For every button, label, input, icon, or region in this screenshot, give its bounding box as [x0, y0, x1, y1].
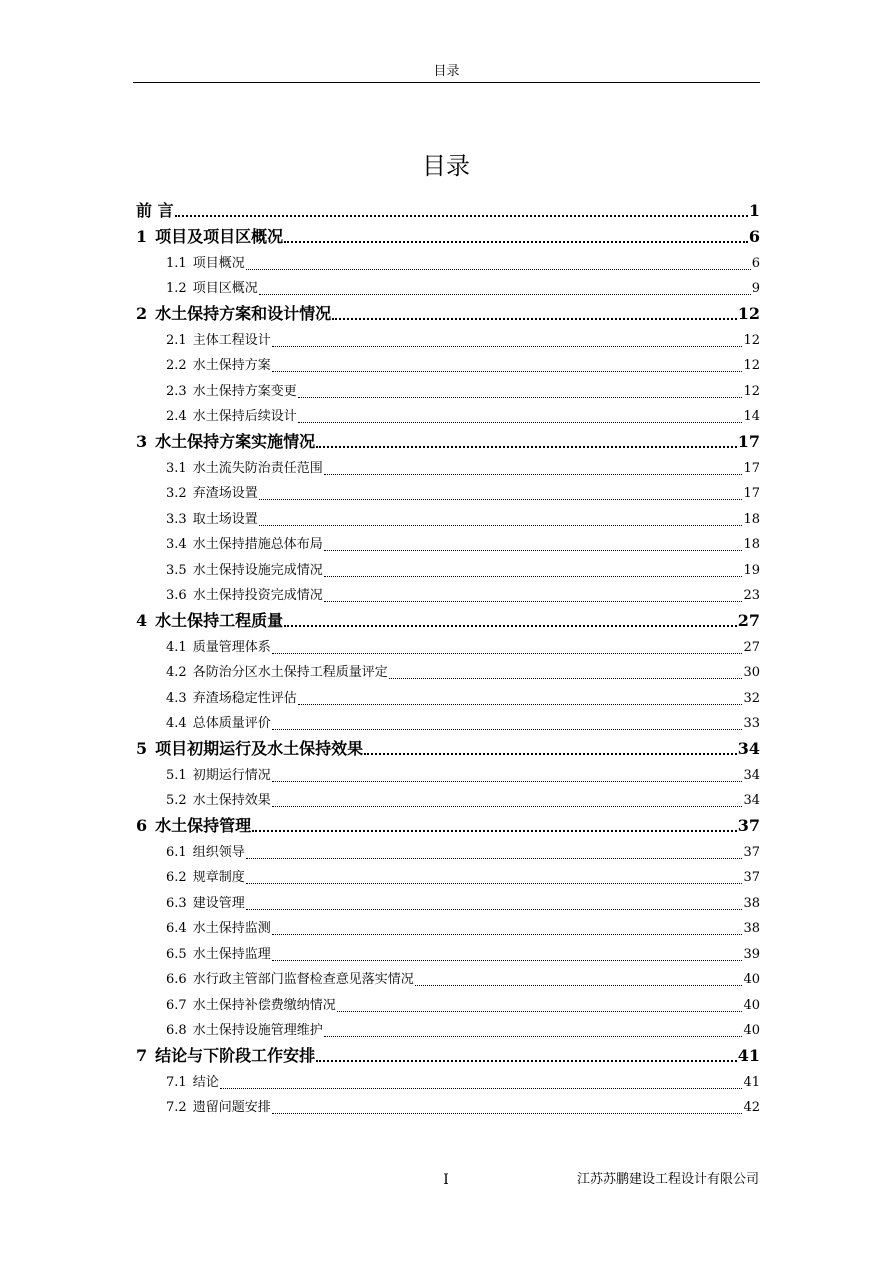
toc-entry-page: 1	[748, 201, 760, 220]
toc-entry-number: 6.5	[166, 946, 187, 962]
toc-entry-page: 27	[743, 639, 760, 655]
toc-entry-number: 6.7	[166, 997, 187, 1013]
table-of-contents	[136, 198, 760, 1120]
toc-dot-leader	[272, 353, 743, 379]
toc-chapter-entry[interactable]	[136, 1043, 760, 1069]
toc-section-entry[interactable]	[136, 762, 760, 788]
toc-entry-number: 4.3	[166, 690, 187, 706]
toc-section-entry[interactable]	[136, 276, 760, 302]
toc-dot-leader	[259, 276, 751, 302]
toc-section-entry[interactable]	[136, 711, 760, 737]
toc-dot-leader	[298, 685, 743, 711]
toc-entry-page: 12	[743, 332, 760, 348]
toc-section-entry[interactable]	[136, 455, 760, 481]
toc-dot-leader	[175, 198, 748, 224]
toc-dot-leader	[272, 788, 743, 814]
toc-entry-label: 水土保持工程质量	[155, 611, 284, 630]
toc-entry-number: 7.2	[166, 1100, 187, 1115]
toc-entry-label: 总体质量评价	[192, 716, 271, 731]
toc-dot-leader	[246, 865, 743, 891]
toc-chapter-entry[interactable]	[136, 608, 760, 634]
toc-entry-page: 42	[743, 1100, 760, 1115]
toc-dot-leader	[298, 378, 743, 404]
page-header-text: 目录	[433, 64, 460, 79]
toc-entry-number: 3.1	[166, 460, 187, 476]
toc-section-entry[interactable]	[136, 941, 760, 967]
toc-chapter-entry[interactable]	[136, 301, 760, 327]
toc-entry-page: 9	[751, 281, 760, 296]
toc-section-entry[interactable]	[136, 992, 760, 1018]
toc-entry-number: 3	[136, 432, 148, 451]
toc-dot-leader	[337, 992, 743, 1018]
toc-entry-label: 项目概况	[192, 255, 245, 271]
toc-chapter-entry[interactable]	[136, 813, 760, 839]
toc-entry-page: 14	[743, 409, 760, 424]
toc-entry-page: 33	[743, 716, 760, 731]
toc-dot-leader	[220, 1069, 743, 1095]
toc-section-entry[interactable]	[136, 916, 760, 942]
toc-entry-number: 6.4	[166, 921, 187, 936]
toc-entry-page: 30	[743, 665, 760, 680]
toc-entry-number: 4.2	[166, 665, 187, 680]
toc-dot-leader	[316, 429, 737, 455]
page-header	[133, 62, 760, 83]
toc-entry-label: 遗留问题安排	[192, 1100, 271, 1115]
toc-entry-label: 水土保持方案实施情况	[155, 432, 316, 451]
toc-section-entry[interactable]	[136, 685, 760, 711]
toc-entry-label: 结论与下阶段工作安排	[155, 1046, 316, 1065]
toc-entry-number: 6.8	[166, 1023, 187, 1038]
toc-section-entry[interactable]	[136, 532, 760, 558]
toc-entry-page: 34	[743, 767, 760, 783]
toc-entry-label: 前 言	[136, 201, 174, 220]
toc-section-entry[interactable]	[136, 378, 760, 404]
toc-entry-page: 32	[743, 690, 760, 706]
toc-section-entry[interactable]	[136, 250, 760, 276]
toc-dot-leader	[415, 967, 743, 993]
toc-entry-page: 17	[737, 432, 760, 451]
toc-entry-number: 1.2	[166, 281, 187, 296]
toc-entry-page: 34	[737, 739, 760, 758]
toc-entry-label: 水土保持效果	[192, 793, 271, 808]
toc-entry-label: 建设管理	[192, 895, 245, 911]
toc-chapter-entry[interactable]	[136, 224, 760, 250]
toc-entry-page: 37	[737, 816, 760, 835]
toc-dot-leader	[246, 890, 743, 916]
toc-section-entry[interactable]	[136, 967, 760, 993]
toc-section-entry[interactable]	[136, 1018, 760, 1044]
toc-dot-leader	[284, 608, 737, 634]
toc-entry-number: 3.4	[166, 537, 187, 552]
toc-chapter-entry[interactable]	[136, 736, 760, 762]
toc-section-entry[interactable]	[136, 506, 760, 532]
page-title: 目录	[422, 152, 470, 180]
toc-entry-number: 5.2	[166, 793, 187, 808]
toc-entry-label: 弃渣场设置	[192, 486, 258, 501]
toc-dot-leader	[252, 813, 737, 839]
toc-entry-number: 6.6	[166, 972, 187, 987]
toc-entry-label: 水土保持方案和设计情况	[155, 304, 332, 323]
toc-section-entry[interactable]	[136, 481, 760, 507]
toc-dot-leader	[324, 532, 743, 558]
toc-entry-label: 项目初期运行及水土保持效果	[155, 739, 364, 758]
toc-entry-label: 项目区概况	[192, 281, 258, 296]
toc-entry-label: 水土保持补偿费缴纳情况	[192, 997, 336, 1013]
toc-entry-label: 水土保持设施管理维护	[192, 1023, 323, 1038]
toc-dot-leader	[324, 557, 743, 583]
page-number: I	[443, 1172, 449, 1188]
toc-section-entry[interactable]	[136, 1069, 760, 1095]
toc-dot-leader	[272, 634, 743, 660]
toc-section-entry[interactable]	[136, 660, 760, 686]
toc-dot-leader	[324, 455, 743, 481]
toc-dot-leader	[272, 941, 743, 967]
toc-dot-leader	[284, 224, 748, 250]
toc-entry-number: 3.2	[166, 486, 187, 501]
toc-entry-page: 12	[743, 383, 760, 399]
toc-section-entry[interactable]	[136, 890, 760, 916]
toc-entry-label: 水土保持监理	[192, 946, 271, 962]
toc-entry-number: 1.1	[166, 255, 187, 271]
toc-entry-number: 4.4	[166, 716, 187, 731]
toc-entry-page: 12	[743, 358, 760, 373]
toc-entry-number: 3.3	[166, 511, 187, 527]
toc-entry-number: 1	[136, 227, 148, 246]
toc-dot-leader	[259, 481, 743, 507]
toc-chapter-entry[interactable]	[136, 198, 760, 224]
toc-entry-label: 各防治分区水土保持工程质量评定	[192, 665, 388, 680]
toc-entry-number: 2.2	[166, 358, 187, 373]
toc-entry-number: 7.1	[166, 1074, 187, 1090]
toc-entry-number: 6	[136, 816, 148, 835]
toc-dot-leader	[324, 1018, 743, 1044]
toc-dot-leader	[389, 660, 743, 686]
toc-dot-leader	[246, 839, 743, 865]
toc-section-entry[interactable]	[136, 1095, 760, 1121]
toc-entry-number: 2	[136, 304, 148, 323]
toc-section-entry[interactable]	[136, 327, 760, 353]
toc-entry-label: 水土流失防治责任范围	[192, 460, 323, 476]
toc-entry-page: 27	[737, 611, 760, 630]
toc-entry-label: 水土保持监测	[192, 921, 271, 936]
toc-entry-number: 3.5	[166, 562, 187, 578]
toc-entry-page: 34	[743, 793, 760, 808]
toc-entry-page: 41	[743, 1074, 760, 1090]
toc-entry-number: 2.1	[166, 332, 187, 348]
toc-entry-label: 项目及项目区概况	[155, 227, 284, 246]
toc-entry-number: 7	[136, 1046, 148, 1065]
toc-entry-number: 3.6	[166, 588, 187, 603]
toc-section-entry[interactable]	[136, 353, 760, 379]
toc-entry-page: 40	[743, 972, 760, 987]
toc-section-entry[interactable]	[136, 404, 760, 430]
toc-dot-leader	[246, 250, 751, 276]
toc-entry-label: 水土保持管理	[155, 816, 252, 835]
toc-entry-number: 5.1	[166, 767, 187, 783]
toc-entry-label: 水土保持后续设计	[192, 409, 297, 424]
toc-entry-page: 12	[737, 304, 760, 323]
toc-entry-page: 18	[743, 537, 760, 552]
toc-entry-number: 6.2	[166, 870, 187, 885]
toc-chapter-entry[interactable]	[136, 429, 760, 455]
toc-dot-leader	[316, 1043, 737, 1069]
toc-dot-leader	[259, 506, 743, 532]
toc-section-entry[interactable]	[136, 839, 760, 865]
toc-entry-label: 初期运行情况	[192, 767, 271, 783]
toc-entry-label: 水行政主管部门监督检查意见落实情况	[192, 972, 414, 987]
toc-dot-leader	[272, 762, 743, 788]
toc-entry-page: 23	[743, 588, 760, 603]
toc-entry-page: 17	[743, 486, 760, 501]
toc-section-entry[interactable]	[136, 788, 760, 814]
toc-entry-label: 水土保持设施完成情况	[192, 562, 323, 578]
toc-entry-page: 40	[743, 1023, 760, 1038]
toc-entry-number: 6.1	[166, 844, 187, 860]
toc-dot-leader	[272, 711, 743, 737]
company-name: 江苏苏鹏建设工程设计有限公司	[576, 1172, 759, 1187]
toc-entry-label: 取土场设置	[192, 511, 258, 527]
toc-section-entry[interactable]	[136, 634, 760, 660]
toc-entry-page: 37	[743, 870, 760, 885]
toc-dot-leader	[364, 736, 737, 762]
toc-dot-leader	[272, 916, 743, 942]
toc-entry-number: 4.1	[166, 639, 187, 655]
toc-entry-label: 水土保持方案	[192, 358, 271, 373]
toc-dot-leader	[332, 301, 737, 327]
toc-entry-page: 38	[743, 895, 760, 911]
toc-entry-label: 水土保持方案变更	[192, 383, 297, 399]
toc-entry-page: 17	[743, 460, 760, 476]
toc-entry-page: 6	[751, 255, 760, 271]
toc-entry-number: 6.3	[166, 895, 187, 911]
toc-entry-number: 2.3	[166, 383, 187, 399]
toc-entry-number: 4	[136, 611, 148, 630]
toc-section-entry[interactable]	[136, 557, 760, 583]
toc-dot-leader	[272, 1095, 743, 1121]
toc-entry-page: 37	[743, 844, 760, 860]
toc-entry-label: 主体工程设计	[192, 332, 271, 348]
toc-entry-label: 水土保持措施总体布局	[192, 537, 323, 552]
toc-section-entry[interactable]	[136, 865, 760, 891]
toc-entry-page: 38	[743, 921, 760, 936]
toc-entry-page: 39	[743, 946, 760, 962]
toc-entry-page: 6	[748, 227, 760, 246]
toc-entry-label: 组织领导	[192, 844, 245, 860]
toc-entry-label: 弃渣场稳定性评估	[192, 690, 297, 706]
toc-entry-page: 19	[743, 562, 760, 578]
toc-entry-page: 40	[743, 997, 760, 1013]
toc-dot-leader	[324, 583, 743, 609]
toc-entry-label: 规章制度	[192, 870, 245, 885]
toc-dot-leader	[298, 404, 743, 430]
toc-entry-label: 结论	[192, 1074, 219, 1090]
toc-entry-label: 水土保持投资完成情况	[192, 588, 323, 603]
toc-section-entry[interactable]	[136, 583, 760, 609]
toc-entry-number: 2.4	[166, 409, 187, 424]
toc-entry-number: 5	[136, 739, 148, 758]
toc-dot-leader	[272, 327, 743, 353]
toc-entry-page: 41	[737, 1046, 760, 1065]
toc-entry-label: 质量管理体系	[192, 639, 271, 655]
toc-entry-page: 18	[743, 511, 760, 527]
